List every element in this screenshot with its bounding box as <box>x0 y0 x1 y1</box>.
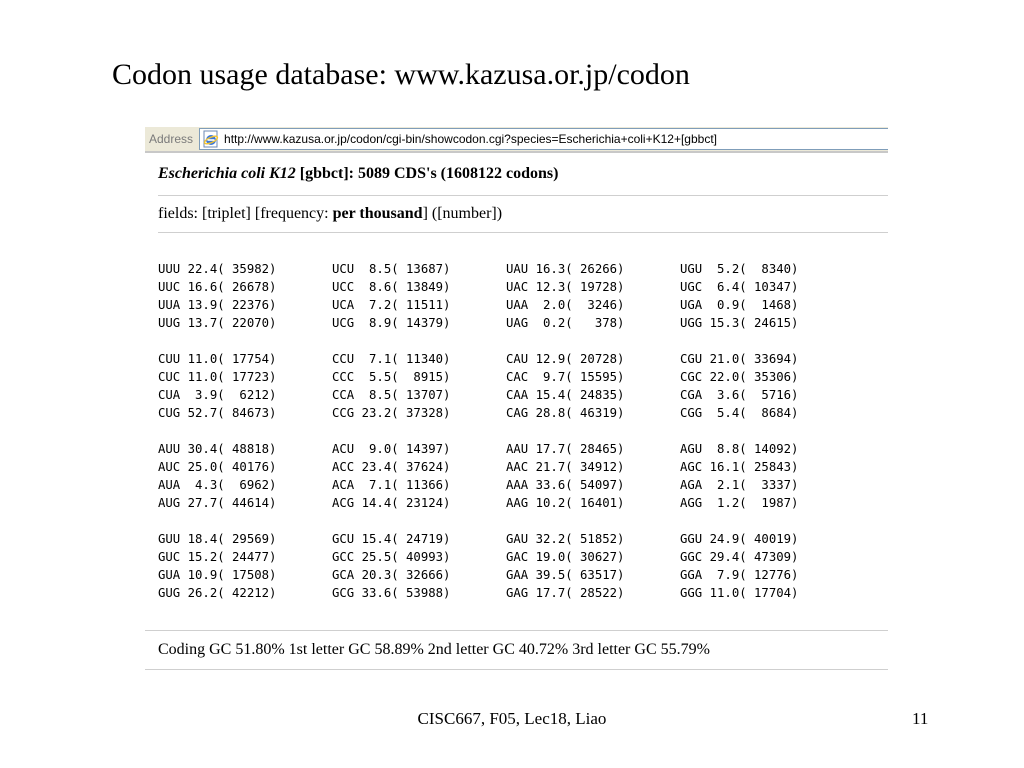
codon-entry: AAC 21.7( 34912) <box>506 460 625 474</box>
codon-entry: GAC 19.0( 30627) <box>506 550 625 564</box>
codon-entry: UGC 6.4( 10347) <box>680 280 799 294</box>
codon-entry: CUA 3.9( 6212) <box>158 388 277 402</box>
codon-row <box>158 296 888 314</box>
codon-entry: AUA 4.3( 6962) <box>158 478 277 492</box>
codon-entry: AGG 1.2( 1987) <box>680 496 799 510</box>
codon-entry: GAG 17.7( 28522) <box>506 586 625 600</box>
codon-row <box>158 278 888 296</box>
species-name: Escherichia coli K12 <box>158 165 296 182</box>
codon-entry: UUG 13.7( 22070) <box>158 316 277 330</box>
codon-entry: UCU 8.5( 13687) <box>332 262 451 276</box>
codon-entry: ACG 14.4( 23124) <box>332 496 451 510</box>
address-field[interactable] <box>199 128 888 150</box>
codon-entry: UUU 22.4( 35982) <box>158 262 277 276</box>
codon-entry: UCC 8.6( 13849) <box>332 280 451 294</box>
codon-entry: CUG 52.7( 84673) <box>158 406 277 420</box>
codon-block <box>158 440 888 512</box>
address-url: http://www.kazusa.or.jp/codon/cgi-bin/showcodon.cgi?species=Escherichia+coli+K12+[gbbct] <box>224 132 717 146</box>
slide-title: Codon usage database: www.kazusa.or.jp/codon <box>112 58 690 91</box>
codon-entry: GUU 18.4( 29569) <box>158 532 277 546</box>
codon-entry: AUU 30.4( 48818) <box>158 442 277 456</box>
codon-entry: CGU 21.0( 33694) <box>680 352 799 366</box>
codon-entry: AGU 8.8( 14092) <box>680 442 799 456</box>
codon-entry: CAC 9.7( 15595) <box>506 370 625 384</box>
codon-entry: AAU 17.7( 28465) <box>506 442 625 456</box>
fields-unit: per thousand <box>332 205 423 222</box>
codon-entry: UUA 13.9( 22376) <box>158 298 277 312</box>
codon-entry: GUG 26.2( 42212) <box>158 586 277 600</box>
codon-entry: UAC 12.3( 19728) <box>506 280 625 294</box>
page-body <box>145 153 888 602</box>
codon-row <box>158 584 888 602</box>
species-summary: [gbbct]: 5089 CDS's (1608122 codons) <box>295 165 559 182</box>
codon-entry: GCA 20.3( 32666) <box>332 568 451 582</box>
codon-row <box>158 350 888 368</box>
codon-entry: GGU 24.9( 40019) <box>680 532 799 546</box>
codon-block <box>158 260 888 332</box>
codon-row <box>158 548 888 566</box>
codon-row <box>158 368 888 386</box>
codon-entry: CAG 28.8( 46319) <box>506 406 625 420</box>
gc-summary: Coding GC 51.80% 1st letter GC 58.89% 2nd letter GC 40.72% 3rd letter GC 55.79% <box>145 630 888 670</box>
codon-entry: GUC 15.2( 24477) <box>158 550 277 564</box>
fields-suffix: ] ([number]) <box>422 205 503 222</box>
codon-entry: UAG 0.2( 378) <box>506 316 625 330</box>
codon-entry: UCA 7.2( 11511) <box>332 298 451 312</box>
codon-row <box>158 476 888 494</box>
codon-entry: ACA 7.1( 11366) <box>332 478 451 492</box>
codon-entry: CGC 22.0( 35306) <box>680 370 799 384</box>
ie-page-icon <box>202 130 220 148</box>
codon-entry: CAA 15.4( 24835) <box>506 388 625 402</box>
codon-row <box>158 530 888 548</box>
codon-entry: ACU 9.0( 14397) <box>332 442 451 456</box>
codon-row <box>158 260 888 278</box>
codon-entry: AUG 27.7( 44614) <box>158 496 277 510</box>
address-bar <box>145 127 888 153</box>
codon-entry: CCC 5.5( 8915) <box>332 370 451 384</box>
codon-entry: ACC 23.4( 37624) <box>332 460 451 474</box>
address-label: Address <box>149 132 194 146</box>
codon-entry: GAA 39.5( 63517) <box>506 568 625 582</box>
codon-entry: CCA 8.5( 13707) <box>332 388 451 402</box>
codon-entry: CUC 11.0( 17723) <box>158 370 277 384</box>
codon-entry: UUC 16.6( 26678) <box>158 280 277 294</box>
codon-entry: AUC 25.0( 40176) <box>158 460 277 474</box>
codon-entry: AGA 2.1( 3337) <box>680 478 799 492</box>
codon-entry: CGG 5.4( 8684) <box>680 406 799 420</box>
codon-entry: AGC 16.1( 25843) <box>680 460 799 474</box>
codon-block <box>158 350 888 422</box>
codon-entry: GCC 25.5( 40993) <box>332 550 451 564</box>
codon-entry: UCG 8.9( 14379) <box>332 316 451 330</box>
codon-entry: CUU 11.0( 17754) <box>158 352 277 366</box>
codon-usage-table <box>158 260 888 602</box>
codon-entry: GCU 15.4( 24719) <box>332 532 451 546</box>
fields-prefix: fields: [triplet] [frequency: <box>158 205 333 222</box>
codon-entry: GGA 7.9( 12776) <box>680 568 799 582</box>
browser-screenshot <box>145 127 888 673</box>
codon-row <box>158 404 888 422</box>
codon-entry: UAU 16.3( 26266) <box>506 262 625 276</box>
codon-entry: AAA 33.6( 54097) <box>506 478 625 492</box>
slide-footer: CISC667, F05, Lec18, Liao <box>417 709 607 728</box>
codon-entry: CCG 23.2( 37328) <box>332 406 451 420</box>
codon-entry: GAU 32.2( 51852) <box>506 532 625 546</box>
codon-entry: AAG 10.2( 16401) <box>506 496 625 510</box>
codon-entry: UAA 2.0( 3246) <box>506 298 625 312</box>
codon-entry: GGC 29.4( 47309) <box>680 550 799 564</box>
codon-entry: CCU 7.1( 11340) <box>332 352 451 366</box>
codon-row <box>158 458 888 476</box>
codon-row <box>158 566 888 584</box>
codon-entry: UGG 15.3( 24615) <box>680 316 799 330</box>
codon-block <box>158 530 888 602</box>
codon-row <box>158 314 888 332</box>
fields-line <box>158 196 888 233</box>
codon-entry: UGU 5.2( 8340) <box>680 262 799 276</box>
codon-row <box>158 494 888 512</box>
species-header <box>158 153 888 196</box>
page-number: 11 <box>912 709 929 728</box>
codon-row <box>158 386 888 404</box>
codon-entry: UGA 0.9( 1468) <box>680 298 799 312</box>
codon-entry: GGG 11.0( 17704) <box>680 586 799 600</box>
codon-entry: GCG 33.6( 53988) <box>332 586 451 600</box>
codon-entry: CAU 12.9( 20728) <box>506 352 625 366</box>
codon-entry: CGA 3.6( 5716) <box>680 388 799 402</box>
codon-entry: GUA 10.9( 17508) <box>158 568 277 582</box>
codon-row <box>158 440 888 458</box>
